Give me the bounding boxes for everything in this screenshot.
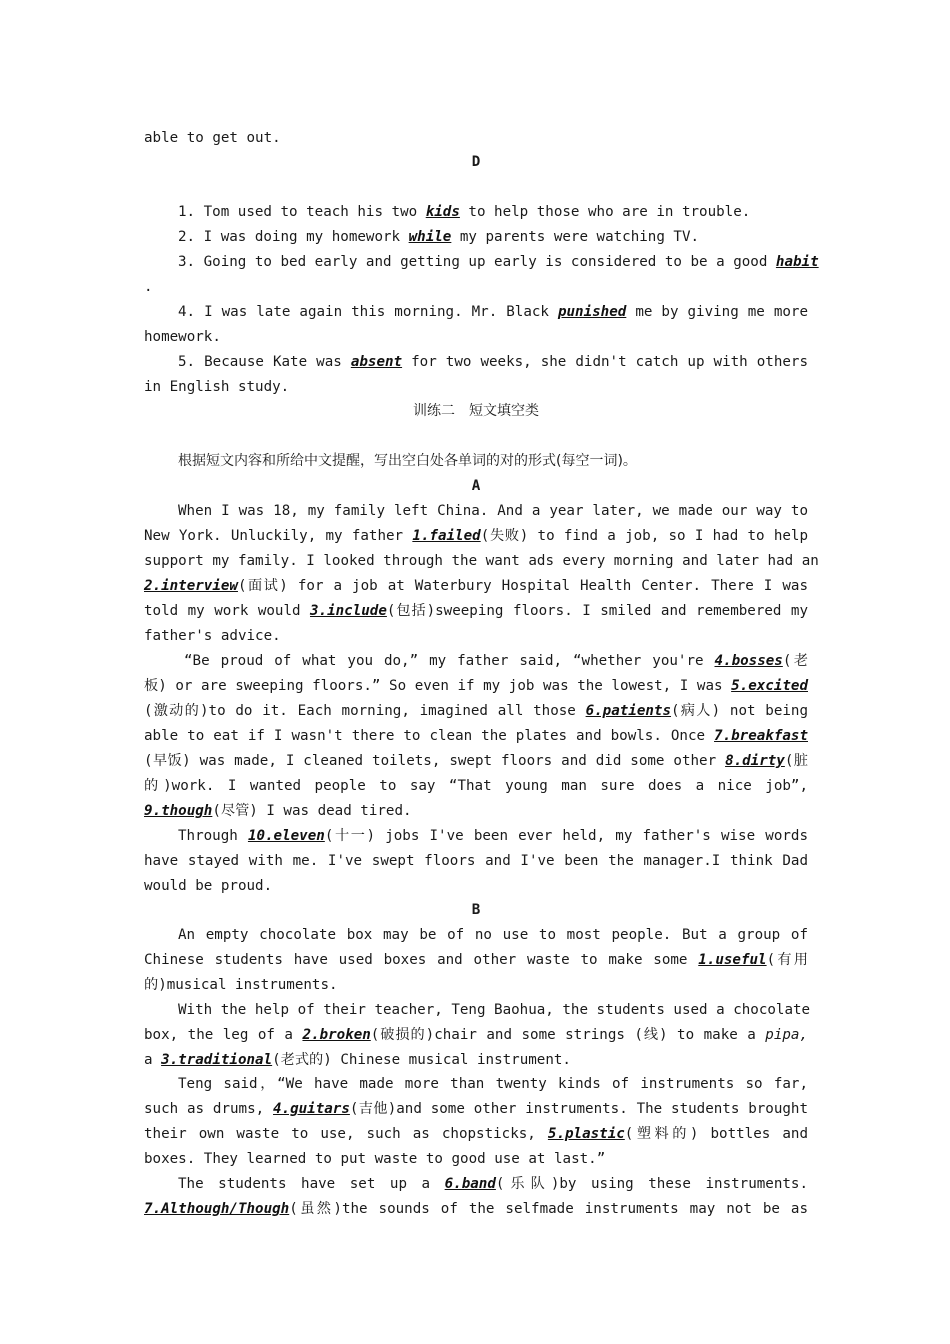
blank-a6: 6.patients (585, 703, 672, 719)
blank-b7: 7.Although/Though (144, 1201, 290, 1217)
blank-a1: 1.failed (412, 528, 481, 544)
blank-b4: 4.guitars (273, 1101, 350, 1117)
exercise-item-3: 3. Going to bed early and getting up early is considered to be a good habit (178, 254, 819, 270)
passage-b-line-4: With the help of their teacher, Teng Baohua, the students used a chocolate (178, 1002, 811, 1018)
section-letter-b: B (471, 902, 481, 918)
passage-a-line-16: would be proud. (144, 878, 273, 894)
passage-a-line-14: Through 10.eleven(十一) jobs I've been ever held, my father's wise words (178, 828, 808, 844)
blank-a2: 2.interview (144, 578, 238, 594)
blank-a8: 8.dirty (725, 753, 785, 769)
passage-a-line-7: “Be proud of what you do,” my father said, “whether you're 4.bosses(老 (184, 653, 808, 669)
blank-a3: 3.include (310, 603, 387, 619)
blank-b3: 3.traditional (161, 1052, 273, 1068)
section-letter-d: D (471, 154, 481, 170)
passage-b-line-7: Teng said，“We have made more than twenty kinds of instruments so far, (178, 1076, 808, 1092)
passage-a-line-15: have stayed with me. I've swept floors and I've been the manager.I think Dad (144, 853, 808, 869)
passage-b-line-3: 的)musical instruments. (144, 977, 338, 993)
passage-a-line-2: New York. Unluckily, my father 1.failed(失败) to find a job, so I had to help (144, 528, 808, 544)
blank-a5: 5.excited (731, 678, 808, 694)
passage-b-line-5: box, the leg of a 2.broken(破损的)chair and some strings (线) to make a pipa, (144, 1027, 808, 1043)
passage-a-line-6: father's advice. (144, 628, 281, 644)
section-letter-a: A (471, 478, 481, 494)
blank-a9: 9.though (144, 803, 213, 819)
passage-b-line-6: a 3.traditional(老式的) Chinese musical instrument. (144, 1052, 571, 1068)
blank-b2: 2.broken (302, 1027, 371, 1043)
passage-a-line-3: support my family. I looked through the want ads every morning and later had an (144, 553, 819, 569)
exercise-item-3-end: . (144, 279, 153, 295)
passage-b-line-2: Chinese students have used boxes and other waste to make some 1.useful(有用 (144, 952, 808, 968)
exercise-item-5: 5. Because Kate was absent for two weeks, she didn't catch up with others (178, 354, 808, 370)
exercise-item-5-cont: in English study. (144, 379, 290, 395)
passage-a-line-4: 2.interview(面试) for a job at Waterbury Hospital Health Center. There I was (144, 578, 808, 594)
blank-b6: 6.band (444, 1176, 496, 1192)
passage-b-line-9: their own waste to use, such as chopsticks, 5.plastic(塑料的) bottles and (144, 1126, 808, 1142)
passage-a-line-12: 的)work. I wanted people to say “That young man sure does a nice job”, (144, 778, 808, 794)
training-title: 训练二 短文填空类 (413, 403, 539, 419)
passage-a-line-13: 9.though(尽管) I was dead tired. (144, 803, 412, 819)
blank-a10: 10.eleven (247, 828, 325, 844)
passage-b-line-11: The students have set up a 6.band(乐队)by using these instruments. (178, 1176, 808, 1192)
passage-b-line-1: An empty chocolate box may be of no use to most people. But a group of (178, 927, 808, 943)
blank-b1: 1.useful (698, 952, 767, 968)
passage-a-line-5: told my work would 3.include(包括)sweeping floors. I smiled and remembered my (144, 603, 808, 619)
exercise-item-1: 1. Tom used to teach his two kids to help those who are in trouble. (178, 204, 751, 220)
passage-b-line-8: such as drums, 4.guitars(吉他)and some other instruments. The students brought (144, 1101, 808, 1117)
blank-a4: 4.bosses (714, 653, 783, 669)
exercise-item-4: 4. I was late again this morning. Mr. Black punished me by giving me more (178, 304, 808, 320)
answer-5: absent (350, 354, 403, 370)
lead-in-text: able to get out. (144, 130, 281, 146)
answer-3: habit (775, 254, 819, 270)
exercise-item-2: 2. I was doing my homework while my parents were watching TV. (178, 229, 700, 245)
exercise-item-4-cont: homework. (144, 329, 221, 345)
passage-a-line-10: able to eat if I wasn't there to clean the plates and bowls. Once 7.breakfast (144, 728, 808, 744)
blank-b5: 5.plastic (547, 1126, 625, 1142)
training-instruction: 根据短文内容和所给中文提醒，写出空白处各单词的对的形式(每空一词)。 (178, 453, 637, 469)
passage-a-line-9: (激动的)to do it. Each morning, imagined all those 6.patients(病人) not being (144, 703, 808, 719)
blank-a7: 7.breakfast (714, 728, 808, 744)
answer-4: punished (557, 304, 627, 320)
passage-b-line-12: 7.Although/Though(虽然)the sounds of the selfmade instruments may not be as (144, 1201, 808, 1217)
passage-a-line-11: (早饭) was made, I cleaned toilets, swept floors and did some other 8.dirty(脏 (144, 753, 808, 769)
answer-2: while (408, 229, 452, 245)
answer-1: kids (425, 204, 460, 220)
passage-a-line-1: When I was 18, my family left China. And a year later, we made our way to (178, 503, 808, 519)
passage-a-line-8: 板) or are sweeping floors.” So even if my job was the lowest, I was 5.excited (144, 678, 808, 694)
passage-b-line-10: boxes. They learned to put waste to good use at last.” (144, 1151, 606, 1167)
